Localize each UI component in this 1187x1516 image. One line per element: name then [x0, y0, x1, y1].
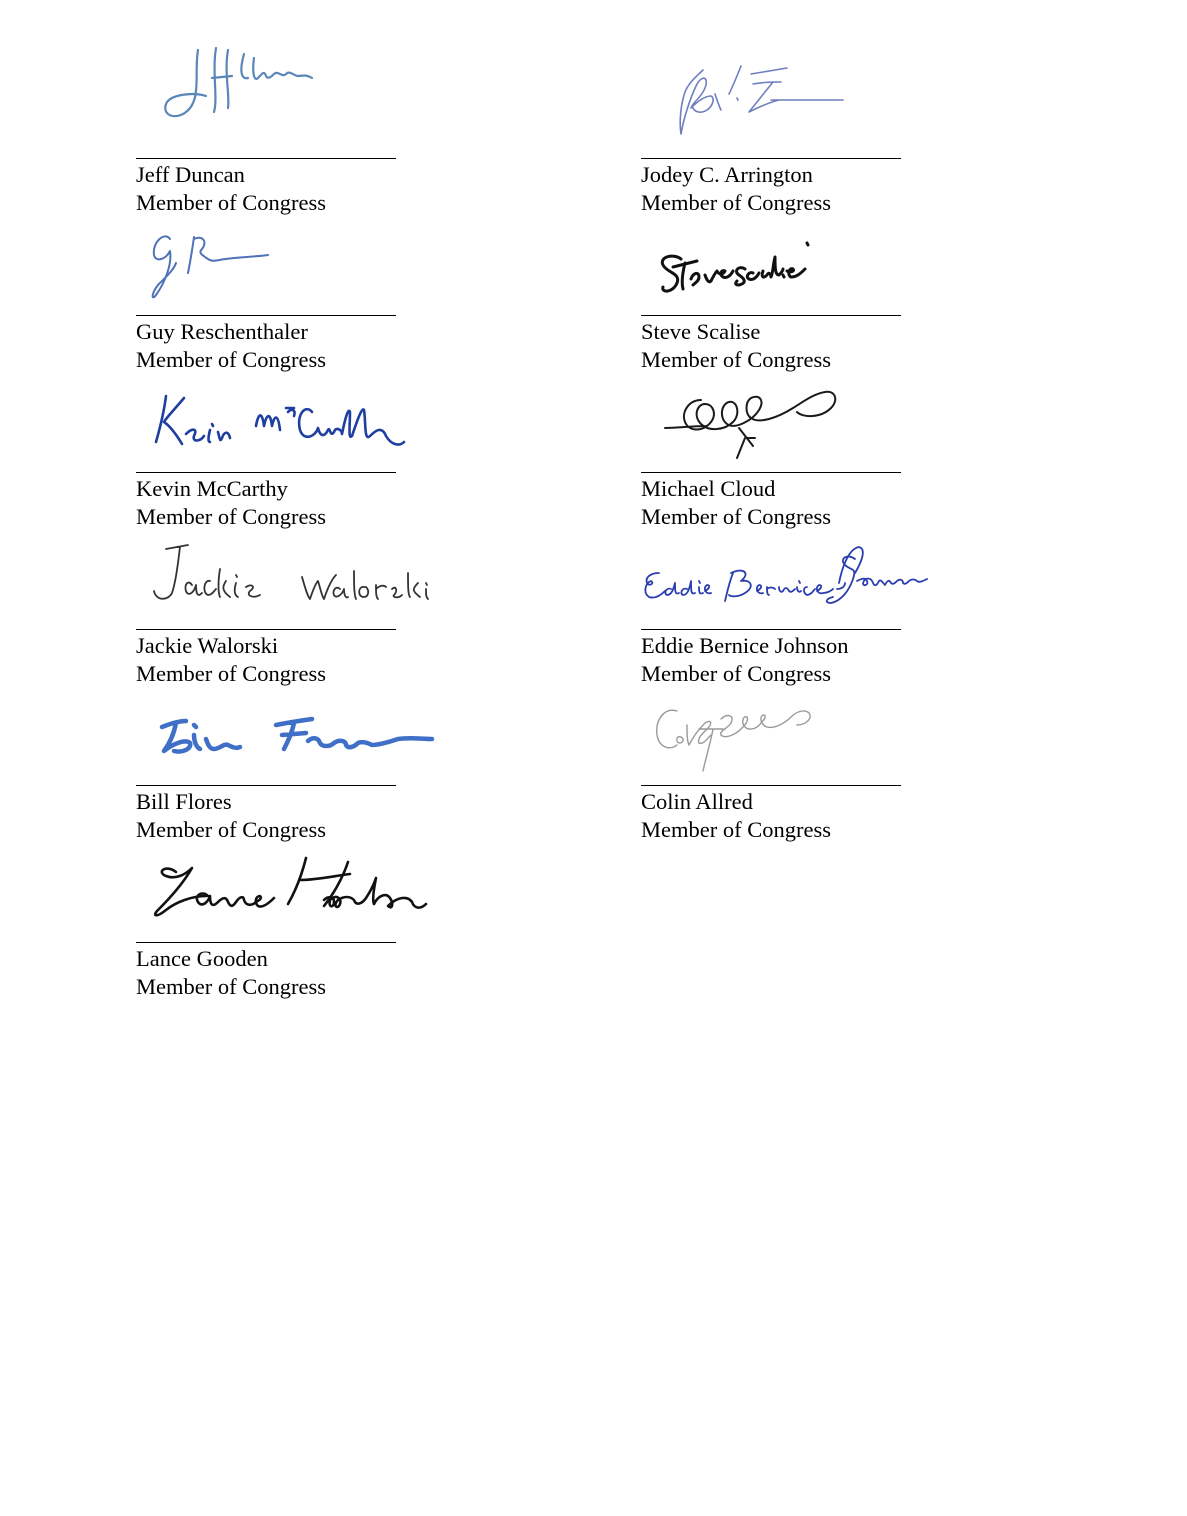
signature-jeff-duncan: [136, 72, 436, 152]
signature-colin-allred: [641, 699, 941, 779]
signatory-name: Jodey C. Arrington: [641, 162, 813, 187]
signatory-title: Member of Congress: [641, 661, 831, 686]
signature-line: [641, 629, 901, 630]
signature-line: [641, 158, 901, 159]
signature-line: [136, 158, 396, 159]
signatory-title: Member of Congress: [641, 504, 831, 529]
signature-line: [136, 315, 396, 316]
signature-block-michael-cloud: [641, 386, 941, 529]
signatory-title: Member of Congress: [136, 661, 326, 686]
signatory-title: Member of Congress: [641, 190, 831, 215]
signatory-title: Member of Congress: [136, 974, 326, 999]
signature-block-jodey-arrington: [641, 72, 941, 215]
signature-line: [641, 472, 901, 473]
signatory-name: Colin Allred: [641, 789, 753, 814]
signature-guy-reschenthaler: [136, 229, 436, 309]
signature-line: [641, 315, 901, 316]
signatory-title: Member of Congress: [641, 817, 831, 842]
signature-block-guy-reschenthaler: [136, 229, 436, 372]
signatory-name: Jackie Walorski: [136, 633, 279, 658]
signatory-title: Member of Congress: [136, 347, 326, 372]
signatory-name: Jeff Duncan: [136, 162, 245, 187]
signatory-name: Kevin McCarthy: [136, 476, 288, 501]
signature-line: [136, 629, 396, 630]
signatory-name: Eddie Bernice Johnson: [641, 633, 849, 658]
signature-block-steve-scalise: [641, 229, 941, 372]
signature-lance-gooden: [136, 856, 436, 936]
signature-jodey-arrington: [641, 72, 941, 152]
signature-block-bill-flores: [136, 699, 436, 842]
signature-line: [136, 472, 396, 473]
signature-steve-scalise: [641, 229, 941, 309]
signature-kevin-mccarthy: [136, 386, 436, 466]
signatory-name: Steve Scalise: [641, 319, 761, 344]
signature-bill-flores: [136, 699, 436, 779]
signature-block-jackie-walorski: [136, 543, 436, 686]
signature-line: [136, 785, 396, 786]
signature-jackie-walorski: [136, 543, 436, 623]
signatory-title: Member of Congress: [641, 347, 831, 372]
signatory-name: Michael Cloud: [641, 476, 776, 501]
signatory-name: Lance Gooden: [136, 946, 268, 971]
signatory-name: Guy Reschenthaler: [136, 319, 308, 344]
signatory-title: Member of Congress: [136, 190, 326, 215]
signature-block-kevin-mccarthy: [136, 386, 436, 529]
signatory-name: Bill Flores: [136, 789, 232, 814]
signature-block-colin-allred: [641, 699, 941, 842]
signature-michael-cloud: [641, 386, 941, 466]
signature-line: [136, 942, 396, 943]
signature-eddie-bernice-johnson: [641, 543, 941, 623]
signature-block-eddie-bernice-johnson: [641, 543, 941, 686]
signature-block-lance-gooden: [136, 856, 436, 999]
signatory-title: Member of Congress: [136, 504, 326, 529]
signatory-title: Member of Congress: [136, 817, 326, 842]
signature-block-jeff-duncan: [136, 72, 436, 215]
signature-line: [641, 785, 901, 786]
